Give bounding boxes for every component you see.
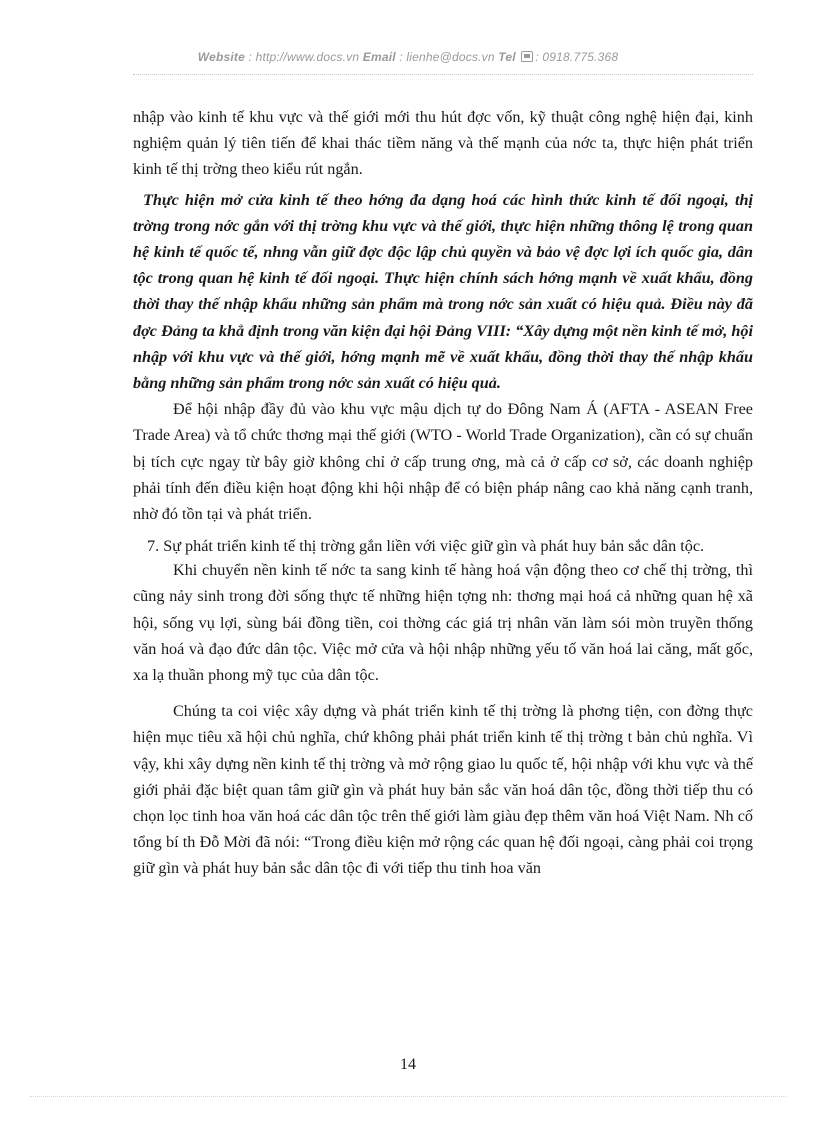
page-number: 14: [400, 1056, 416, 1073]
section-item-7: 7. Sự phát triển kinh tế thị trờng gắn liền với việc giữ gìn và phát huy bản sắc dân tộc.: [147, 537, 705, 556]
document-body: [133, 104, 753, 882]
email-label: Email: [362, 50, 396, 64]
tel-value: : 0918.775.368: [535, 50, 619, 64]
footer-divider: [30, 1096, 786, 1097]
paragraph-2-emphasis: Thực hiện mở cửa kinh tế theo hớng đa dạng hoá các hình thức kinh tế đối ngoại, thị trờng trong nớc gắn với thị trờng khu vực và thế giới, thực hiện những thông lệ trong quan hệ kinh tế quốc tế, nhng vẫn giữ đợc độc lập chủ quyền và bảo vệ đợc lợi ích quốc gia, dân tộc trong quan hệ kinh tế đối ngoại. Thực hiện chính sách hớng mạnh về xuất khẩu, đồng thời thay thế nhập khẩu những sản phẩm mà trong nớc sản xuất có hiệu quả. Điều này đã đợc Đảng ta khẳ định trong văn kiện đại hội Đảng VIII: “Xây dựng một nền kinh tế mở, hội nhập với khu vực và thế giới, hớng mạnh mẽ về xuất khẩu, đồng thời thay thế nhập khẩu bằng những sản phẩm trong nớc sản xuất có hiệu quả.: [133, 190, 753, 393]
paragraph-5: Chúng ta coi việc xây dựng và phát triển kinh tế thị trờng là phơng tiện, con đờng thực hiện mục tiêu xã hội chủ nghĩa, chứ không phải phát triển kinh tế thị trờng t bản chủ nghĩa. Vì vậy, khi xây dựng nền kinh tế thị trờng và mở rộng giao lu quốc tế, hội nhập với khu vực và thế giới phải đặc biệt quan tâm giữ gìn và phát huy bản sắc văn hoá dân tộc, đồng thời tiếp thu có chọn lọc tinh hoa văn hoá các dân tộc trên thế giới làm giàu đẹp thêm văn hoá Việt Nam. Nh cố tổng bí th Đỗ Mời đã nói: “Trong điều kiện mở rộng các quan hệ đối ngoại, càng phải coi trọng giữ gìn và phát huy bản sắc dân tộc đi với tiếp thu tinh hoa văn: [133, 702, 753, 878]
header-divider: [133, 74, 753, 75]
website-value: : http://www.docs.vn: [244, 50, 363, 64]
paragraph-1: nhập vào kinh tế khu vực và thế giới mới thu hút đợc vốn, kỹ thuật công nghệ hiện đại, kinh nghiệm quản lý tiên tiến để khai thác tiềm năng và thế mạnh của nớc ta, thực hiện phát triển kinh tế thị trờng theo kiểu rút ngắn.: [133, 108, 753, 179]
phone-icon: [521, 51, 533, 62]
website-label: Website: [197, 50, 245, 64]
paragraph-3: Để hội nhập đầy đủ vào khu vực mậu dịch tự do Đông Nam Á (AFTA - ASEAN Free Trade Area) và tổ chức thơng mại thế giới (WTO - World Trade Organization), cần có sự chuẩn bị tích cực ngay từ bây giờ không chỉ ở cấp trung ơng, mà cả ở cấp cơ sở, các doanh nghiệp phải tính đến điều kiện hoạt động khi hội nhập để có biện pháp nâng cao khả năng cạnh tranh, nhờ đó tồn tại và phát triển.: [133, 400, 753, 524]
email-value: : lienhe@docs.vn: [395, 50, 499, 64]
paragraph-4: Khi chuyển nền kinh tế nớc ta sang kinh tế hàng hoá vận động theo cơ chế thị trờng, thì cũng nảy sinh trong đời sống thực tế những hiện tợng nh: thơng mại hoá cả những quan hệ xã hội, sống vụ lợi, sùng bái đồng tiền, coi thờng các giá trị nhân văn làm sói mòn truyền thống văn hoá và đạo đức dân tộc. Việc mở cửa và hội nhập những yếu tố văn hoá lai căng, mất gốc, xa lạ thuần phong mỹ tục của dân tộc.: [133, 561, 753, 685]
page-header: [0, 50, 816, 64]
tel-label: Tel: [498, 50, 516, 64]
